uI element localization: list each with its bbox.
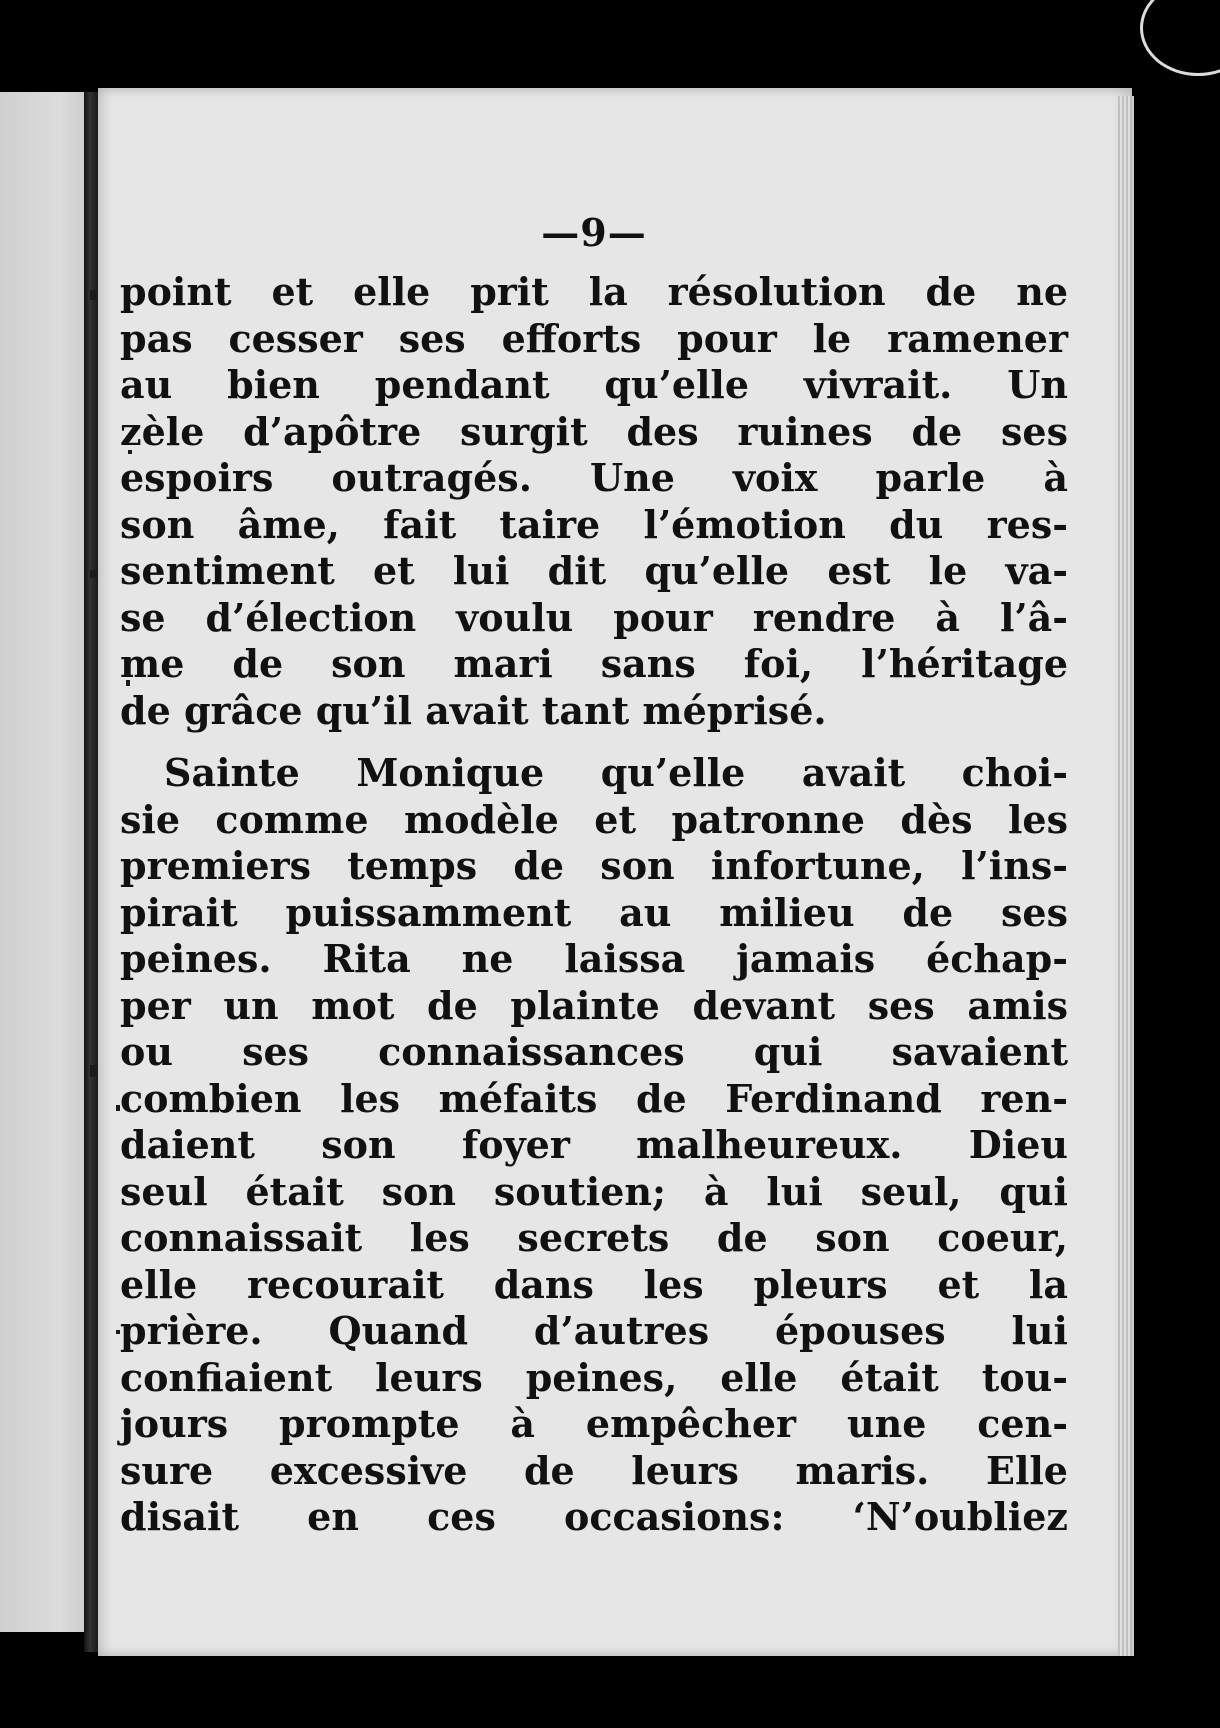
text-line: confiaient leurs peines, elle était tou-: [120, 1354, 1068, 1400]
text-line: se d’élection voulu pour rendre à l’â-: [120, 594, 1068, 640]
scan-artifact-arc: [1140, 0, 1220, 76]
page-text: [120, 210, 1068, 1541]
text-line: pas cesser ses efforts pour le ramener: [120, 315, 1068, 361]
text-line: sure excessive de leurs maris. Elle: [120, 1447, 1068, 1493]
text-line: elle recourait dans les pleurs et la: [120, 1261, 1068, 1307]
text-line: au bien pendant qu’elle vivrait. Un: [120, 362, 1068, 407]
text-line: sie comme modèle et patronne dès les: [120, 796, 1068, 842]
paragraph-1: [120, 269, 1068, 734]
text-line: point et elle prit la résolution de ne: [120, 269, 1068, 314]
book-gutter: [84, 92, 98, 1652]
text-line: seul était son soutien; à lui seul, qui: [120, 1168, 1068, 1214]
text-line: daient son foyer malheureux. Dieu: [120, 1122, 1068, 1167]
text-line: zèle d’apôtre surgit des ruines de ses: [120, 408, 1068, 454]
text-line: espoirs outragés. Une voix parle à: [120, 455, 1068, 500]
text-line: Sainte Monique qu’elle avait choi-: [164, 750, 1068, 795]
page-stack-edge: [1118, 96, 1134, 1656]
scan-speck: [90, 1065, 98, 1077]
text-line: peines. Rita ne laissa jamais échap-: [120, 936, 1068, 981]
text-line: pirait puissamment au milieu de ses: [120, 889, 1068, 935]
text-line: per un mot de plainte devant ses amis: [120, 982, 1068, 1028]
text-line: jours prompte à empêcher une cen-: [120, 1401, 1068, 1446]
text-line: connaissait les secrets de son coeur,: [120, 1215, 1068, 1260]
text-line: disait en ces occasions: ‘N’oubliez: [120, 1494, 1068, 1539]
text-line: premiers temps de son infortune, l’ins-: [120, 843, 1068, 888]
scan-speck: [90, 570, 98, 578]
text-line: me de son mari sans foi, l’héritage: [120, 641, 1068, 686]
text-line: ou ses connaissances qui savaient: [120, 1029, 1068, 1074]
paragraph-2: [120, 750, 1068, 1541]
page-number: —9—: [541, 210, 647, 255]
text-line: de grâce qu’il avait tant méprisé.: [120, 687, 827, 733]
text-line: son âme, fait taire l’émotion du res-: [120, 501, 1068, 547]
text-line: prière. Quand d’autres épouses lui: [120, 1308, 1068, 1353]
text-line: combien les méfaits de Ferdinand ren-: [120, 1075, 1068, 1121]
scan-speck: [90, 290, 96, 300]
text-line: sentiment et lui dit qu’elle est le va-: [120, 548, 1068, 593]
